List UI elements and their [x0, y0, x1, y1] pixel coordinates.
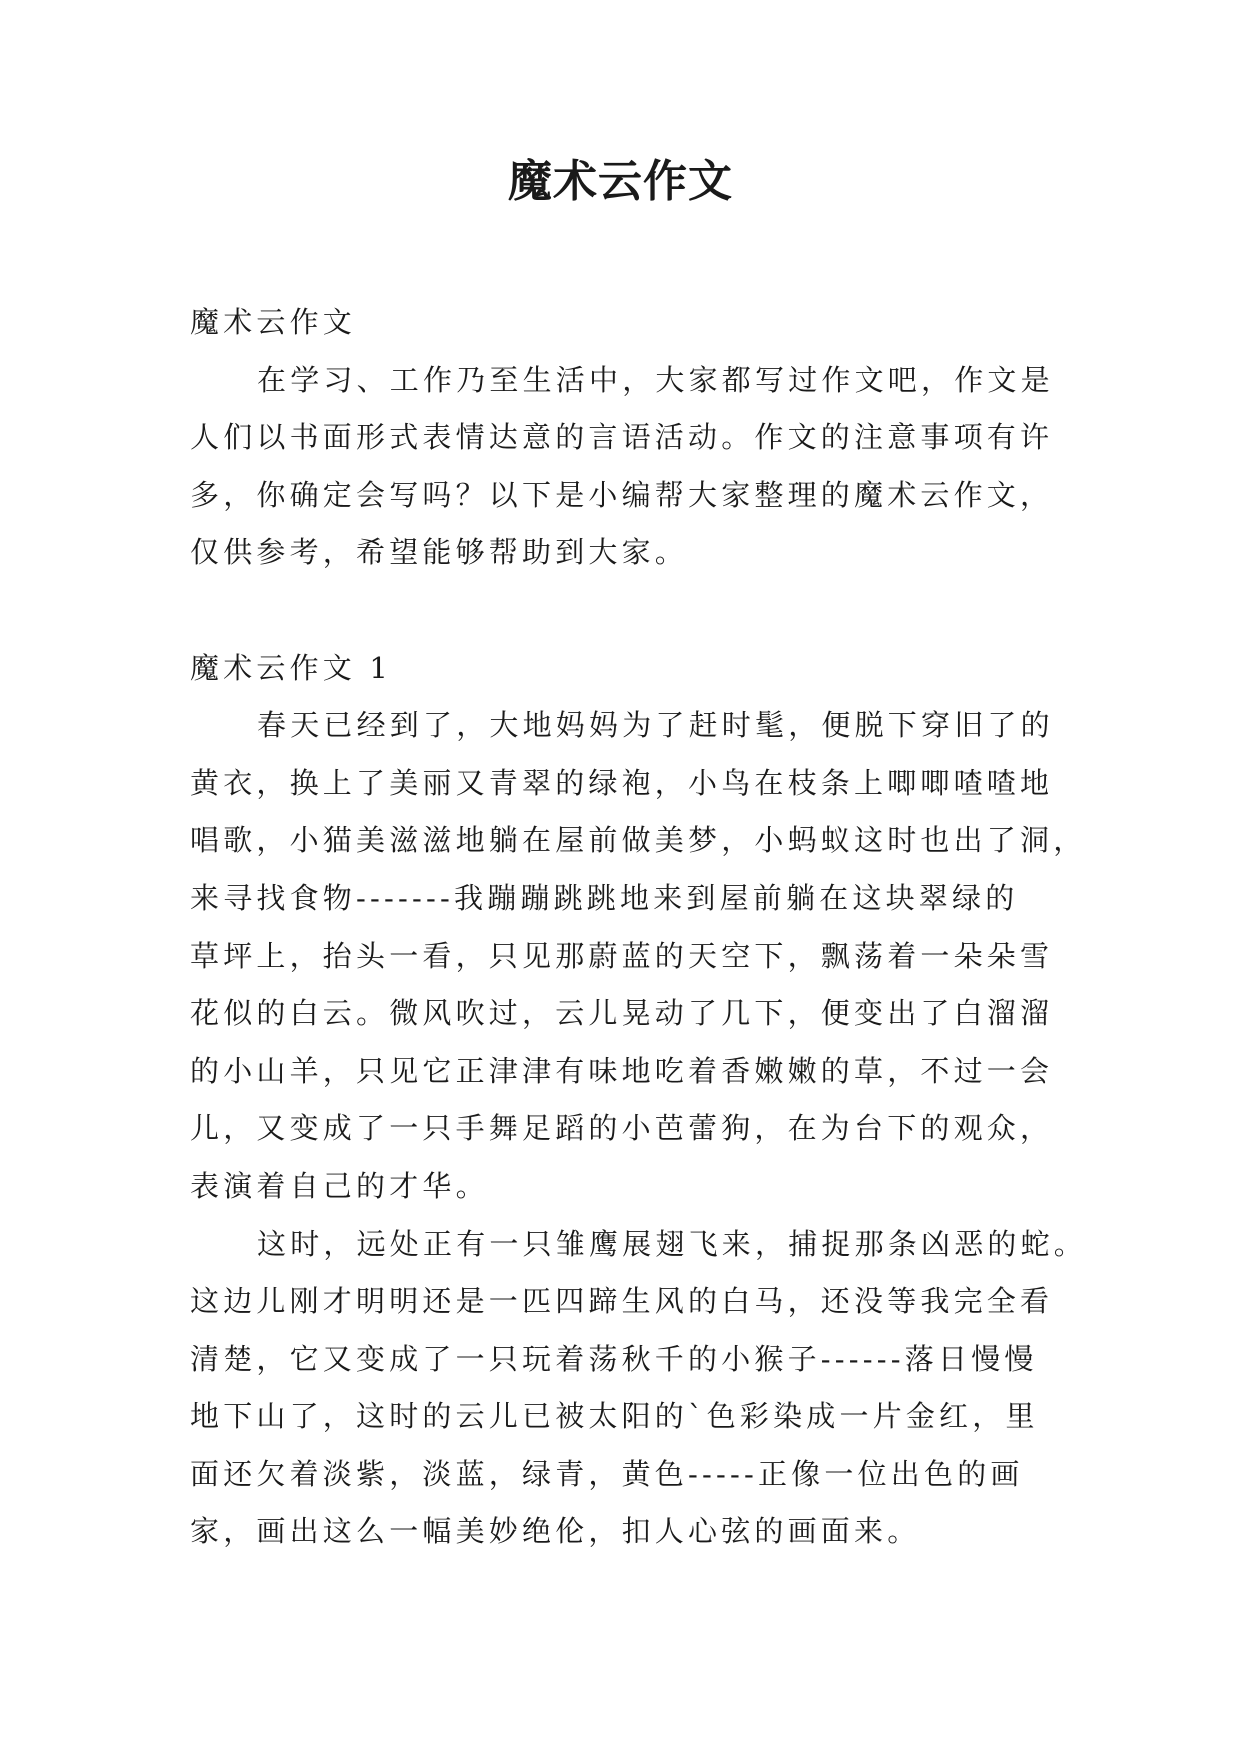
- essay1-p1-line: 的小山羊，只见它正津津有味地吃着香嫩嫩的草，不过一会: [190, 1053, 1054, 1088]
- essay1-p1-line: 儿，又变成了一只手舞足蹈的小芭蕾狗，在为台下的观众，: [190, 1111, 1054, 1146]
- essay1-p2-line: 家，画出这么一幅美妙绝伦，扣人心弦的画面来。: [190, 1514, 921, 1549]
- essay1-p1-line: 草坪上，抬头一看，只见那蔚蓝的天空下，飘荡着一朵朵雪: [190, 938, 1054, 973]
- intro-line: 在学习、工作乃至生活中，大家都写过作文吧，作文是: [257, 362, 1054, 397]
- essay1-p2-line: 地下山了，这时的云儿已被太阳的`色彩染成一片金红，里: [190, 1399, 1039, 1434]
- essay1-p2-line: 这边儿刚才明明还是一匹四蹄生风的白马，还没等我完全看: [190, 1284, 1054, 1319]
- essay1-heading: 魔术云作文 1: [190, 650, 393, 685]
- essay1-p1-line: 唱歌，小猫美滋滋地躺在屋前做美梦，小蚂蚁这时也出了洞，: [190, 823, 1087, 858]
- essay1-p2-line: 清楚，它又变成了一只玩着荡秋千的小猴子------落日慢慢: [190, 1341, 1038, 1376]
- essay1-p2-line: 这时，远处正有一只雏鹰展翅飞来，捕捉那条凶恶的蛇。: [257, 1226, 1088, 1261]
- intro-line: 多，你确定会写吗？以下是小编帮大家整理的魔术云作文，: [190, 477, 1054, 512]
- essay1-p1-line: 黄衣，换上了美丽又青翠的绿袍，小鸟在枝条上唧唧喳喳地: [190, 765, 1054, 800]
- essay1-p1-line: 花似的白云。微风吹过，云儿晃动了几下，便变出了白溜溜: [190, 996, 1054, 1031]
- intro-heading: 魔术云作文: [190, 305, 357, 339]
- document-body: [190, 294, 1088, 1561]
- essay1-p1-line: 来寻找食物-------我蹦蹦跳跳地来到屋前躺在这块翠绿的: [190, 880, 1019, 915]
- document-title: 魔术云作文: [508, 156, 733, 207]
- essay1-p1-line: 表演着自己的才华。: [190, 1168, 489, 1203]
- essay1-p2-line: 面还欠着淡紫，淡蓝，绿青，黄色-----正像一位出色的画: [190, 1456, 1024, 1491]
- section-spacer: [190, 582, 1070, 640]
- essay1-p1-line: 春天已经到了，大地妈妈为了赶时髦，便脱下穿旧了的: [257, 708, 1054, 743]
- intro-line: 仅供参考，希望能够帮助到大家。: [190, 535, 689, 570]
- intro-line: 人们以书面形式表情达意的言语活动。作文的注意事项有许: [190, 420, 1054, 455]
